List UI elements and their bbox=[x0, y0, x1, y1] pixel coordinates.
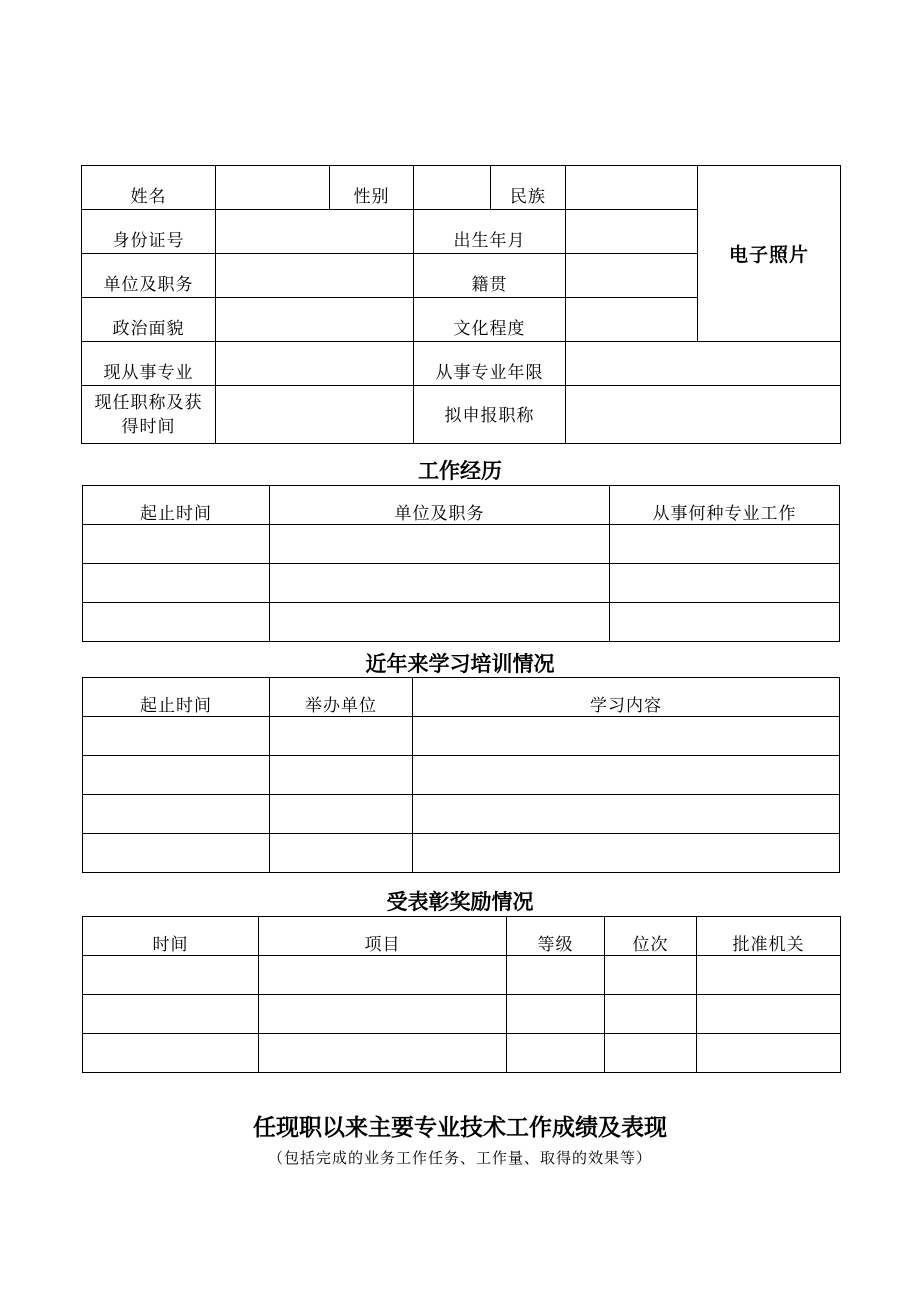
cell[interactable] bbox=[413, 717, 840, 756]
table-row bbox=[83, 717, 840, 756]
achievements-subtitle: （包括完成的业务工作任务、工作量、取得的效果等） bbox=[267, 1149, 652, 1167]
cell[interactable] bbox=[610, 603, 840, 642]
table-row bbox=[83, 995, 841, 1034]
education-field[interactable] bbox=[566, 298, 698, 342]
cell[interactable] bbox=[413, 756, 840, 795]
name-field[interactable] bbox=[216, 166, 330, 210]
training-table bbox=[82, 677, 840, 873]
gender-field[interactable] bbox=[414, 166, 491, 210]
cell[interactable] bbox=[270, 564, 610, 603]
cell[interactable] bbox=[605, 956, 697, 995]
cell[interactable] bbox=[507, 1034, 605, 1073]
basic-info-table bbox=[81, 165, 841, 444]
training-section-title: 近年来学习培训情况 bbox=[365, 652, 555, 676]
political-label: 政治面貌 bbox=[82, 298, 216, 342]
native-field[interactable] bbox=[566, 254, 698, 298]
unit-label: 单位及职务 bbox=[82, 254, 216, 298]
native-label: 籍贯 bbox=[414, 254, 566, 298]
table-row bbox=[83, 1034, 841, 1073]
table-row bbox=[83, 603, 840, 642]
ethnicity-label: 民族 bbox=[491, 166, 566, 210]
photo-label: 电子照片 bbox=[728, 244, 809, 266]
cell[interactable] bbox=[605, 1034, 697, 1073]
training-header-organizer: 举办单位 bbox=[270, 678, 413, 717]
cell[interactable] bbox=[83, 564, 270, 603]
apply-title-label: 拟申报职称 bbox=[414, 386, 566, 444]
cell[interactable] bbox=[413, 795, 840, 834]
ethnicity-field[interactable] bbox=[566, 166, 698, 210]
awards-header-item: 项目 bbox=[259, 917, 507, 956]
cell[interactable] bbox=[697, 995, 841, 1034]
political-field[interactable] bbox=[216, 298, 414, 342]
cell[interactable] bbox=[605, 995, 697, 1034]
cell[interactable] bbox=[83, 995, 259, 1034]
training-header-content: 学习内容 bbox=[413, 678, 840, 717]
cell[interactable] bbox=[697, 956, 841, 995]
birth-field[interactable] bbox=[566, 210, 698, 254]
awards-header-level: 等级 bbox=[507, 917, 605, 956]
cell[interactable] bbox=[83, 525, 270, 564]
birth-label: 出生年月 bbox=[414, 210, 566, 254]
cell[interactable] bbox=[270, 795, 413, 834]
work-header-unit: 单位及职务 bbox=[270, 486, 610, 525]
major-label: 现从事专业 bbox=[82, 342, 216, 386]
cell[interactable] bbox=[83, 603, 270, 642]
cell[interactable] bbox=[83, 834, 270, 873]
achievements-title: 任现职以来主要专业技术工作成绩及表现 bbox=[253, 1115, 667, 1141]
cell[interactable] bbox=[259, 1034, 507, 1073]
current-title-label: 现任职称及获得时间 bbox=[82, 386, 216, 444]
cell[interactable] bbox=[270, 525, 610, 564]
table-row bbox=[83, 525, 840, 564]
cell[interactable] bbox=[413, 834, 840, 873]
table-row bbox=[83, 956, 841, 995]
photo-box[interactable] bbox=[698, 166, 841, 342]
cell[interactable] bbox=[83, 756, 270, 795]
cell[interactable] bbox=[697, 1034, 841, 1073]
table-row bbox=[83, 795, 840, 834]
work-section-title: 工作经历 bbox=[418, 459, 502, 483]
apply-title-field[interactable] bbox=[566, 386, 841, 444]
awards-section-title: 受表彰奖励情况 bbox=[386, 890, 534, 914]
cell[interactable] bbox=[270, 834, 413, 873]
current-title-field[interactable] bbox=[216, 386, 414, 444]
work-table bbox=[82, 485, 840, 642]
unit-field[interactable] bbox=[216, 254, 414, 298]
cell[interactable] bbox=[259, 956, 507, 995]
cell[interactable] bbox=[83, 717, 270, 756]
work-header-specialty: 从事何种专业工作 bbox=[610, 486, 840, 525]
name-label: 姓名 bbox=[82, 166, 216, 210]
cell[interactable] bbox=[270, 756, 413, 795]
cell[interactable] bbox=[610, 564, 840, 603]
id-label: 身份证号 bbox=[82, 210, 216, 254]
gender-label: 性别 bbox=[330, 166, 414, 210]
id-field[interactable] bbox=[216, 210, 414, 254]
training-header-time: 起止时间 bbox=[83, 678, 270, 717]
education-label: 文化程度 bbox=[414, 298, 566, 342]
awards-header-authority: 批准机关 bbox=[697, 917, 841, 956]
cell[interactable] bbox=[507, 956, 605, 995]
cell[interactable] bbox=[83, 1034, 259, 1073]
cell[interactable] bbox=[259, 995, 507, 1034]
work-header-time: 起止时间 bbox=[83, 486, 270, 525]
table-row bbox=[83, 834, 840, 873]
cell[interactable] bbox=[507, 995, 605, 1034]
years-label: 从事专业年限 bbox=[414, 342, 566, 386]
awards-table bbox=[82, 916, 841, 1073]
cell[interactable] bbox=[270, 603, 610, 642]
major-field[interactable] bbox=[216, 342, 414, 386]
cell[interactable] bbox=[83, 795, 270, 834]
years-field[interactable] bbox=[566, 342, 841, 386]
table-row bbox=[83, 564, 840, 603]
awards-header-rank: 位次 bbox=[605, 917, 697, 956]
cell[interactable] bbox=[610, 525, 840, 564]
table-row bbox=[83, 756, 840, 795]
cell[interactable] bbox=[83, 956, 259, 995]
awards-header-time: 时间 bbox=[83, 917, 259, 956]
cell[interactable] bbox=[270, 717, 413, 756]
